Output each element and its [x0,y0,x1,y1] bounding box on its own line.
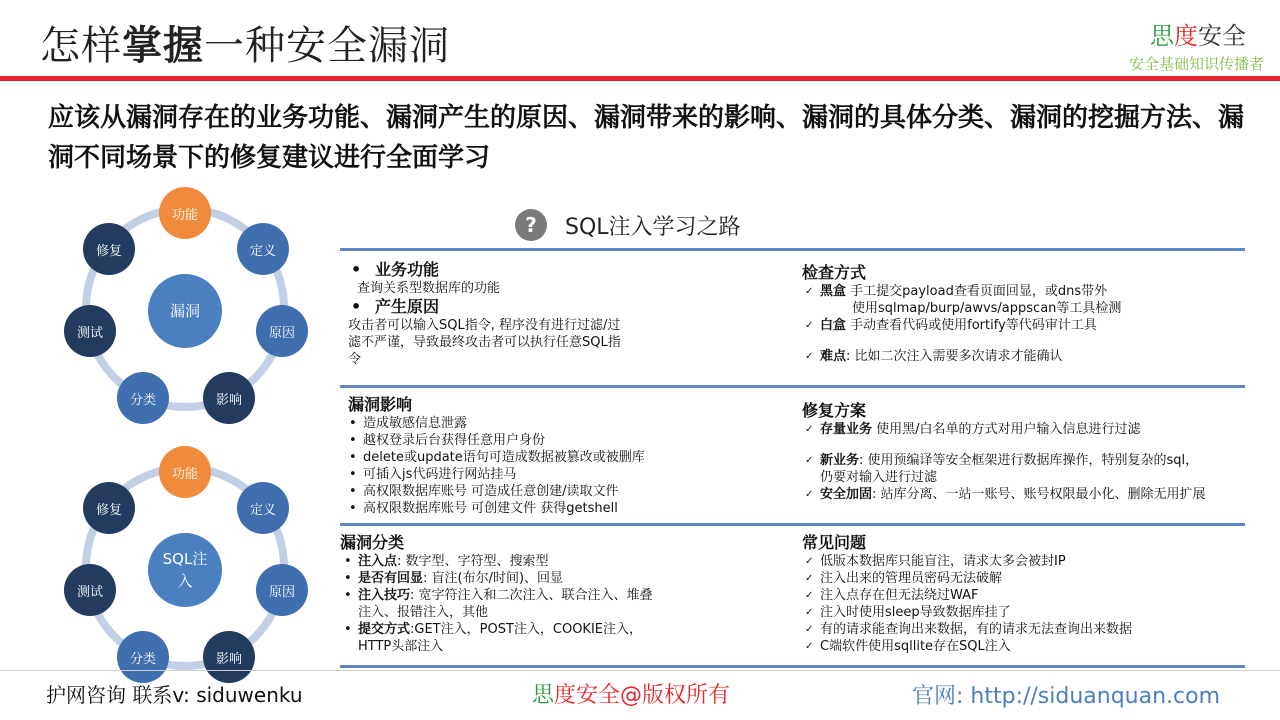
cycle2-center [148,533,222,607]
business-text: 查询关系型数据库的功能 [357,281,501,296]
fix-heading: 修复方案 [802,401,867,420]
divider-2 [340,385,1245,388]
impact-item: • 造成敏感信息泄露 [345,415,775,432]
stock-text: 使用黑/白名单的方式对用户输入信息进行过滤 [872,422,1141,437]
divider-3 [340,523,1245,526]
cycle2-node-test: 测试 [64,564,116,616]
category-text-cont: 注入、报错注入，其他 [358,605,489,620]
category-section [340,533,760,655]
panel-title: SQL注入学习之路 [565,214,741,240]
cause-text-1: 攻击者可以输入SQL指令, 程序没有进行过滤/过 [348,318,621,333]
impact-item: • 可插入js代码进行网站挂马 [345,466,775,483]
brand-logo [1150,16,1246,51]
copyright-text: 安全@版权所有 [576,683,731,708]
category-heading: 漏洞分类 [340,533,405,552]
cycle-node-cause: 原因 [256,305,308,357]
fix-new [802,452,1272,469]
cycle-node-fix: 修复 [83,223,135,275]
category-item [340,587,760,604]
page-title [40,14,450,71]
sql-injection-cycle-diagram [60,449,310,679]
faq-item: ✓ 低版本数据库只能盲注，请求太多会被封IP [802,553,1262,570]
difficulty-text: : 比如二次注入需要多次请求才能确认 [846,349,1063,364]
new-text-2: 仍要对输入进行过滤 [820,470,938,485]
footer-copyright [532,678,730,709]
cycle2-node-function: 功能 [159,446,211,498]
check-difficulty [802,348,1262,365]
cycle2-center-line2: 入 [177,572,193,590]
brand-char-3: 安全 [1198,22,1246,50]
brand-char-1: 思 [1150,22,1174,50]
cycle-center: 漏洞 [148,274,222,348]
impact-item: • 高权限数据库账号 可创建文件 获得getshell [345,500,775,517]
title-divider [0,76,1280,81]
faq-item: ✓ 有的请求能查询出来数据，有的请求无法查询出来数据 [802,621,1262,638]
question-icon: ? [515,209,547,241]
harden-text: : 站库分离、一站一账号、账号权限最小化、删除无用扩展 [872,487,1206,502]
check-section [802,263,1262,365]
cycle2-node-impact: 影响 [203,631,255,683]
intro-text: 应该从漏洞存在的业务功能、漏洞产生的原因、漏洞带来的影响、漏洞的具体分类、漏洞的挖掘方法、漏洞不同场景下的修复建议进行全面学习 [48,103,1245,173]
check-whitebox [802,317,1262,334]
faq-item: ✓ 注入点存在但无法绕过WAF [802,587,1262,604]
blackbox-label: 黑盒 [820,284,847,299]
footer-website-link[interactable]: 官网: http://siduanquan.com [912,684,1221,709]
footer-divider [0,670,1280,671]
faq-item: ✓ C端软件使用sqllite存在SQL注入 [802,638,1262,655]
impact-heading: 漏洞影响 [348,395,413,414]
stock-label: 存量业务 [820,422,873,437]
fix-stock [802,421,1272,438]
copyright-char-1: 思 [532,683,555,708]
category-text: : 盲注(布尔/时间)、回显 [423,571,564,586]
new-label: 新业务 [820,453,860,468]
business-heading: • 业务功能 [345,260,675,280]
faq-section [802,533,1262,655]
category-text: : 数字型、字符型、搜索型 [397,554,549,569]
vulnerability-cycle-diagram [60,190,310,420]
cycle-node-test: 测试 [64,305,116,357]
fix-harden [802,486,1272,503]
cause-text-2: 滤不严谨，导致最终攻击者可以执行任意SQL指 [348,335,621,350]
cycle2-node-category: 分类 [117,631,169,683]
impact-item: • 高权限数据库账号 可造成任意创建/读取文件 [345,483,775,500]
category-label: 注入技巧 [358,588,411,603]
category-text-cont: HTTP头部注入 [358,639,444,654]
footer-contact: 护网咨询 联系v: siduwenku [46,683,303,707]
category-item [340,570,760,587]
faq-heading: 常见问题 [802,533,867,552]
divider-4 [340,665,1245,668]
cycle-node-definition: 定义 [237,223,289,275]
cause-heading: • 产生原因 [345,297,675,317]
check-heading: 检查方式 [802,263,867,282]
new-text: : 使用预编译等安全框架进行数据库操作，特别复杂的sql， [859,453,1199,468]
cycle2-node-definition: 定义 [237,482,289,534]
title-post: 一种安全漏洞 [204,23,450,69]
blackbox-text-2: 使用sqlmap/burp/awvs/appscan等工具检测 [852,301,1122,316]
category-text: :GET注入，POST注入，COOKIE注入， [410,622,643,637]
category-text: : 宽字符注入和二次注入、联合注入、堆叠 [410,588,653,603]
whitebox-text: 手动查看代码或使用fortify等代码审计工具 [846,318,1097,333]
cycle-node-function: 功能 [159,187,211,239]
category-label: 是否有回显 [358,571,424,586]
difficulty-label: 难点 [820,349,847,364]
cause-text-3: 令 [348,352,362,367]
faq-item: ✓ 注入出来的管理员密码无法破解 [802,570,1262,587]
category-item [340,621,760,638]
business-section [345,260,675,368]
copyright-char-2: 度 [554,683,577,708]
category-label: 提交方式 [358,622,411,637]
cycle2-node-cause: 原因 [256,564,308,616]
impact-item: • 越权登录后台获得任意用户身份 [345,432,775,449]
whitebox-label: 白盒 [820,318,847,333]
divider-1 [340,248,1245,251]
check-blackbox [802,283,1262,300]
brand-char-2: 度 [1174,22,1198,50]
brand-slogan: 安全基础知识传播者 [1128,55,1264,73]
blackbox-text: 手工提交payload查看页面回显，或dns带外 [846,284,1108,299]
category-item [340,553,760,570]
title-bold: 掌握 [122,23,204,69]
panel-header [515,209,741,241]
cycle2-center-line1: SQL注 [162,550,208,568]
harden-label: 安全加固 [820,487,873,502]
impact-item: • delete或update语句可造成数据被篡改或被删库 [345,449,775,466]
title-pre: 怎样 [40,23,122,69]
category-label: 注入点 [358,554,398,569]
impact-section [345,395,775,517]
fix-section [802,401,1272,503]
cycle-node-category: 分类 [117,372,169,424]
faq-item: ✓ 注入时使用sleep导致数据库挂了 [802,604,1262,621]
cycle2-node-fix: 修复 [83,482,135,534]
cycle-node-impact: 影响 [203,372,255,424]
